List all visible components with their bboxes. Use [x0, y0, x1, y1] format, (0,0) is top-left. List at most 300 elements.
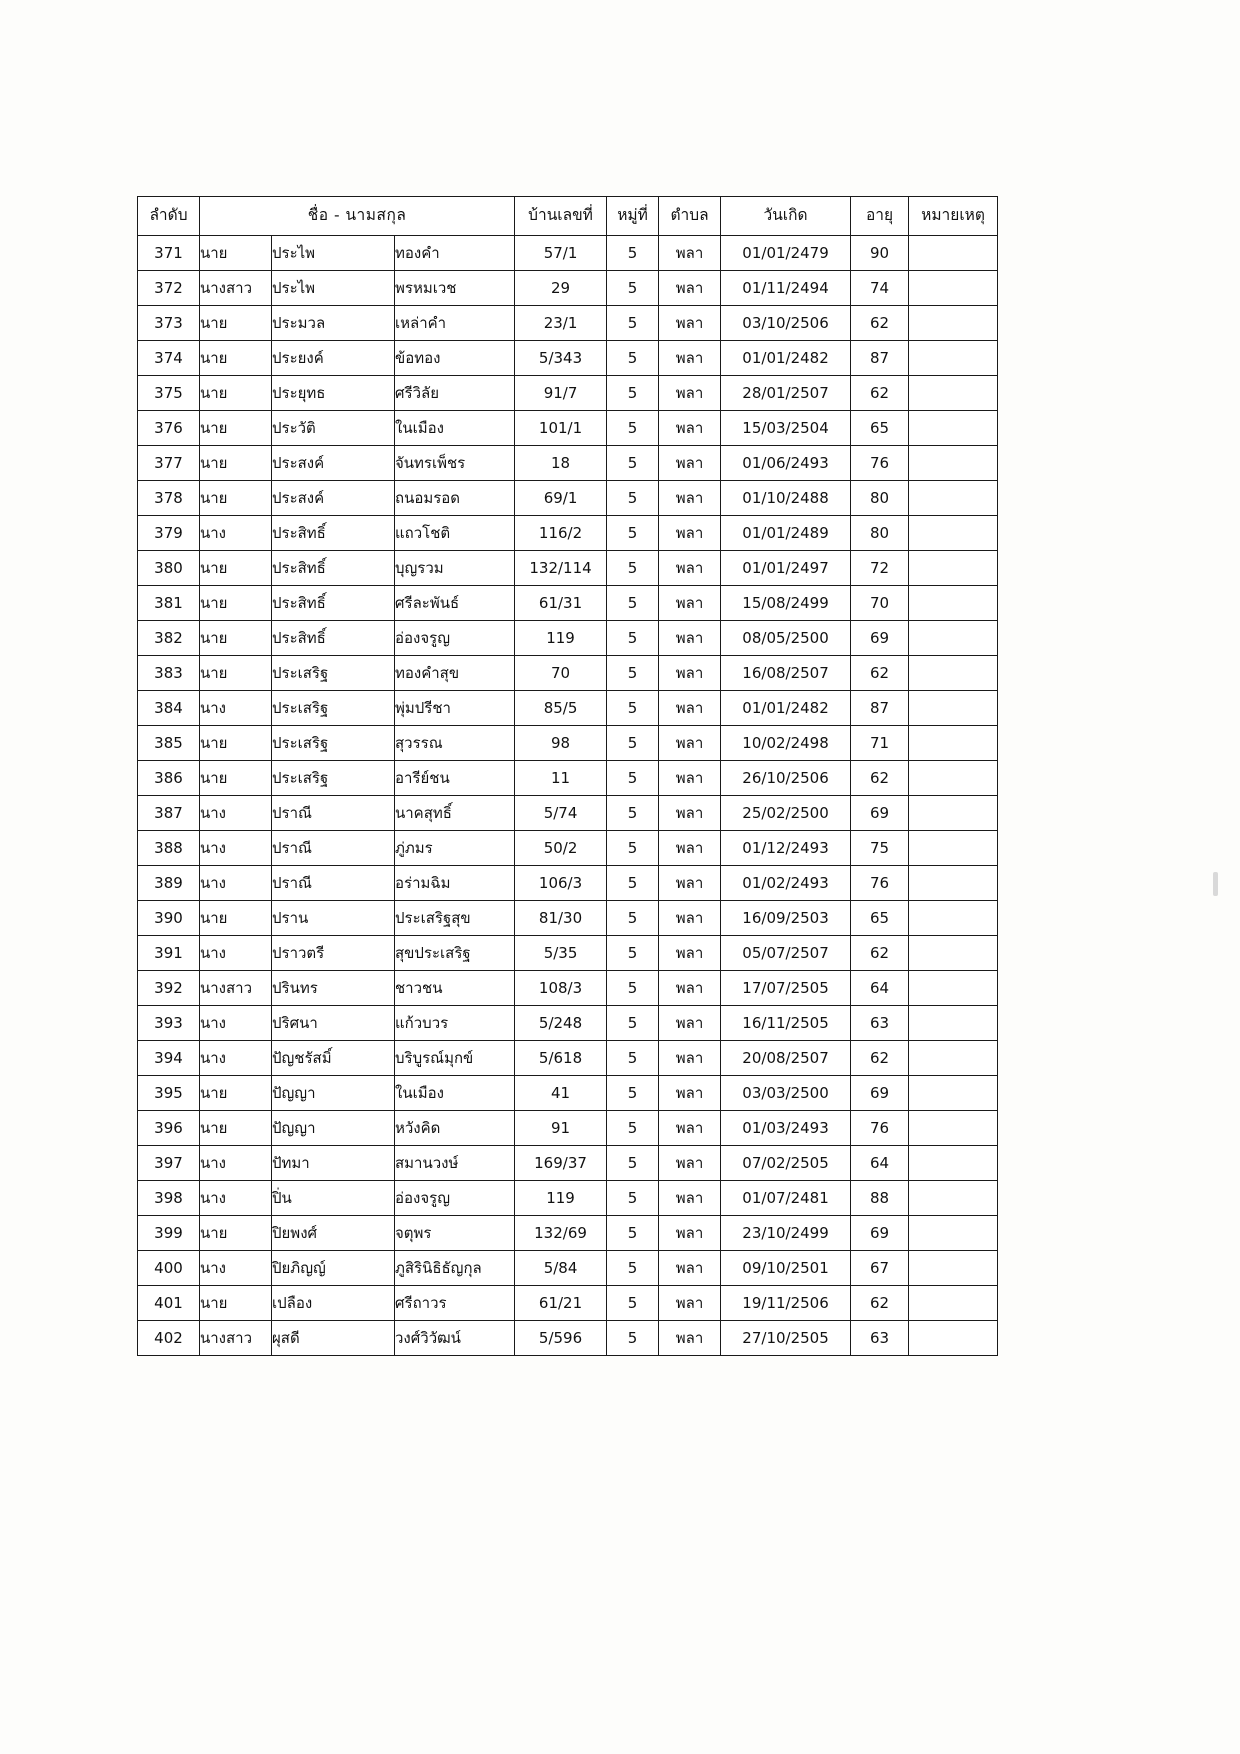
cell-age: 62	[851, 761, 909, 796]
table-row	[138, 691, 998, 726]
cell-tambon: พลา	[659, 376, 721, 411]
cell-house-no: 50/2	[515, 831, 607, 866]
cell-moo: 5	[607, 271, 659, 306]
cell-note	[909, 1251, 998, 1286]
cell-title: นางสาว	[200, 1321, 272, 1356]
cell-tambon: พลา	[659, 1111, 721, 1146]
cell-moo: 5	[607, 481, 659, 516]
cell-moo: 5	[607, 551, 659, 586]
cell-dob: 15/03/2504	[721, 411, 851, 446]
roster-table-container	[137, 196, 997, 1356]
cell-title: นาย	[200, 1286, 272, 1321]
cell-dob: 01/02/2493	[721, 866, 851, 901]
cell-moo: 5	[607, 901, 659, 936]
cell-last-name: วงศ์วิวัฒน์	[395, 1321, 515, 1356]
cell-dob: 16/11/2505	[721, 1006, 851, 1041]
cell-house-no: 101/1	[515, 411, 607, 446]
cell-age: 80	[851, 516, 909, 551]
cell-moo: 5	[607, 1181, 659, 1216]
cell-seq: 382	[138, 621, 200, 656]
cell-dob: 03/10/2506	[721, 306, 851, 341]
table-row	[138, 621, 998, 656]
cell-dob: 09/10/2501	[721, 1251, 851, 1286]
cell-age: 63	[851, 1006, 909, 1041]
cell-seq: 375	[138, 376, 200, 411]
cell-dob: 10/02/2498	[721, 726, 851, 761]
table-row	[138, 446, 998, 481]
cell-age: 62	[851, 936, 909, 971]
cell-last-name: ศรีวิลัย	[395, 376, 515, 411]
cell-tambon: พลา	[659, 481, 721, 516]
cell-moo: 5	[607, 971, 659, 1006]
cell-first-name: ปริศนา	[272, 1006, 395, 1041]
cell-tambon: พลา	[659, 831, 721, 866]
cell-title: นาง	[200, 1041, 272, 1076]
cell-title: นาย	[200, 376, 272, 411]
cell-seq: 374	[138, 341, 200, 376]
cell-dob: 20/08/2507	[721, 1041, 851, 1076]
cell-age: 80	[851, 481, 909, 516]
cell-tambon: พลา	[659, 1251, 721, 1286]
cell-dob: 01/07/2481	[721, 1181, 851, 1216]
cell-note	[909, 376, 998, 411]
cell-first-name: ประยงค์	[272, 341, 395, 376]
cell-seq: 393	[138, 1006, 200, 1041]
cell-dob: 23/10/2499	[721, 1216, 851, 1251]
cell-house-no: 108/3	[515, 971, 607, 1006]
table-row	[138, 1216, 998, 1251]
cell-last-name: สุวรรณ	[395, 726, 515, 761]
cell-tambon: พลา	[659, 1181, 721, 1216]
cell-title: นาย	[200, 411, 272, 446]
cell-last-name: สุขประเสริฐ	[395, 936, 515, 971]
cell-tambon: พลา	[659, 726, 721, 761]
cell-title: นาย	[200, 656, 272, 691]
cell-seq: 373	[138, 306, 200, 341]
cell-age: 76	[851, 1111, 909, 1146]
cell-house-no: 91/7	[515, 376, 607, 411]
cell-tambon: พลา	[659, 691, 721, 726]
cell-seq: 379	[138, 516, 200, 551]
cell-first-name: เปลือง	[272, 1286, 395, 1321]
cell-tambon: พลา	[659, 1041, 721, 1076]
cell-seq: 400	[138, 1251, 200, 1286]
cell-seq: 389	[138, 866, 200, 901]
header-moo: หมู่ที่	[607, 197, 659, 236]
cell-seq: 392	[138, 971, 200, 1006]
cell-title: นาย	[200, 446, 272, 481]
cell-tambon: พลา	[659, 1146, 721, 1181]
cell-tambon: พลา	[659, 901, 721, 936]
cell-age: 88	[851, 1181, 909, 1216]
cell-moo: 5	[607, 236, 659, 271]
cell-house-no: 85/5	[515, 691, 607, 726]
cell-seq: 383	[138, 656, 200, 691]
cell-age: 72	[851, 551, 909, 586]
cell-tambon: พลา	[659, 306, 721, 341]
cell-dob: 01/12/2493	[721, 831, 851, 866]
cell-house-no: 81/30	[515, 901, 607, 936]
cell-seq: 390	[138, 901, 200, 936]
cell-age: 75	[851, 831, 909, 866]
cell-first-name: ปัญญา	[272, 1111, 395, 1146]
cell-last-name: ศรีถาวร	[395, 1286, 515, 1321]
cell-first-name: ประสิทธิ์	[272, 586, 395, 621]
table-row	[138, 901, 998, 936]
table-row	[138, 236, 998, 271]
cell-note	[909, 691, 998, 726]
table-row	[138, 1041, 998, 1076]
cell-first-name: ปัญชรัสมิ์	[272, 1041, 395, 1076]
cell-note	[909, 341, 998, 376]
cell-dob: 05/07/2507	[721, 936, 851, 971]
roster-table	[137, 196, 998, 1356]
cell-moo: 5	[607, 1286, 659, 1321]
cell-tambon: พลา	[659, 866, 721, 901]
cell-house-no: 41	[515, 1076, 607, 1111]
cell-tambon: พลา	[659, 1216, 721, 1251]
cell-moo: 5	[607, 761, 659, 796]
cell-age: 90	[851, 236, 909, 271]
cell-moo: 5	[607, 726, 659, 761]
cell-house-no: 57/1	[515, 236, 607, 271]
cell-age: 69	[851, 796, 909, 831]
cell-seq: 387	[138, 796, 200, 831]
cell-note	[909, 446, 998, 481]
cell-note	[909, 726, 998, 761]
cell-seq: 377	[138, 446, 200, 481]
cell-age: 74	[851, 271, 909, 306]
cell-dob: 27/10/2505	[721, 1321, 851, 1356]
cell-moo: 5	[607, 866, 659, 901]
cell-dob: 25/02/2500	[721, 796, 851, 831]
cell-note	[909, 306, 998, 341]
cell-title: นาง	[200, 1181, 272, 1216]
scan-artifact	[1213, 872, 1218, 896]
table-row	[138, 1006, 998, 1041]
cell-house-no: 5/343	[515, 341, 607, 376]
cell-seq: 398	[138, 1181, 200, 1216]
cell-house-no: 5/248	[515, 1006, 607, 1041]
cell-first-name: ประไพ	[272, 236, 395, 271]
cell-moo: 5	[607, 1216, 659, 1251]
cell-age: 65	[851, 901, 909, 936]
table-row	[138, 726, 998, 761]
table-row	[138, 551, 998, 586]
cell-title: นาย	[200, 551, 272, 586]
cell-last-name: นาคสุทธิ์	[395, 796, 515, 831]
cell-note	[909, 866, 998, 901]
table-row	[138, 376, 998, 411]
cell-tambon: พลา	[659, 1321, 721, 1356]
cell-title: นาย	[200, 621, 272, 656]
header-row	[138, 197, 998, 236]
cell-moo: 5	[607, 341, 659, 376]
table-row	[138, 831, 998, 866]
cell-note	[909, 1216, 998, 1251]
cell-house-no: 5/596	[515, 1321, 607, 1356]
cell-first-name: ประยุทธ	[272, 376, 395, 411]
cell-seq: 402	[138, 1321, 200, 1356]
table-row	[138, 1076, 998, 1111]
cell-house-no: 119	[515, 621, 607, 656]
cell-house-no: 91	[515, 1111, 607, 1146]
cell-house-no: 18	[515, 446, 607, 481]
cell-dob: 19/11/2506	[721, 1286, 851, 1321]
cell-note	[909, 971, 998, 1006]
cell-seq: 376	[138, 411, 200, 446]
cell-age: 71	[851, 726, 909, 761]
cell-title: นาง	[200, 516, 272, 551]
cell-age: 87	[851, 691, 909, 726]
cell-tambon: พลา	[659, 271, 721, 306]
cell-first-name: ผุสดี	[272, 1321, 395, 1356]
cell-moo: 5	[607, 1006, 659, 1041]
cell-dob: 15/08/2499	[721, 586, 851, 621]
cell-first-name: ปราณี	[272, 796, 395, 831]
cell-first-name: ประสิทธิ์	[272, 621, 395, 656]
cell-dob: 08/05/2500	[721, 621, 851, 656]
cell-age: 70	[851, 586, 909, 621]
cell-note	[909, 831, 998, 866]
cell-house-no: 116/2	[515, 516, 607, 551]
cell-house-no: 29	[515, 271, 607, 306]
table-row	[138, 306, 998, 341]
cell-first-name: ประสิทธิ์	[272, 551, 395, 586]
cell-tambon: พลา	[659, 656, 721, 691]
cell-seq: 381	[138, 586, 200, 621]
cell-note	[909, 271, 998, 306]
cell-last-name: อารีย์ชน	[395, 761, 515, 796]
cell-seq: 371	[138, 236, 200, 271]
cell-dob: 01/10/2488	[721, 481, 851, 516]
cell-house-no: 5/74	[515, 796, 607, 831]
cell-last-name: หวังคิด	[395, 1111, 515, 1146]
cell-first-name: ปิ่น	[272, 1181, 395, 1216]
cell-dob: 01/06/2493	[721, 446, 851, 481]
cell-house-no: 5/35	[515, 936, 607, 971]
cell-dob: 01/03/2493	[721, 1111, 851, 1146]
table-row	[138, 1251, 998, 1286]
cell-note	[909, 1181, 998, 1216]
header-note: หมายเหตุ	[909, 197, 998, 236]
cell-house-no: 132/114	[515, 551, 607, 586]
cell-tambon: พลา	[659, 551, 721, 586]
table-row	[138, 341, 998, 376]
table-row	[138, 971, 998, 1006]
cell-note	[909, 586, 998, 621]
cell-tambon: พลา	[659, 586, 721, 621]
cell-note	[909, 236, 998, 271]
cell-age: 63	[851, 1321, 909, 1356]
cell-tambon: พลา	[659, 621, 721, 656]
table-header	[138, 197, 998, 236]
cell-title: นาง	[200, 1251, 272, 1286]
cell-house-no: 70	[515, 656, 607, 691]
header-dob: วันเกิด	[721, 197, 851, 236]
cell-house-no: 106/3	[515, 866, 607, 901]
cell-note	[909, 936, 998, 971]
cell-moo: 5	[607, 411, 659, 446]
cell-first-name: ประมวล	[272, 306, 395, 341]
cell-note	[909, 656, 998, 691]
cell-last-name: แถวโชติ	[395, 516, 515, 551]
cell-last-name: ข้อทอง	[395, 341, 515, 376]
cell-last-name: อร่ามฉิม	[395, 866, 515, 901]
cell-moo: 5	[607, 376, 659, 411]
table-row	[138, 1286, 998, 1321]
cell-age: 65	[851, 411, 909, 446]
cell-note	[909, 411, 998, 446]
table-row	[138, 586, 998, 621]
cell-age: 64	[851, 971, 909, 1006]
cell-tambon: พลา	[659, 516, 721, 551]
cell-note	[909, 1321, 998, 1356]
cell-title: นาง	[200, 1006, 272, 1041]
cell-last-name: อ่องจรูญ	[395, 1181, 515, 1216]
table-body	[138, 236, 998, 1356]
table-row	[138, 1111, 998, 1146]
cell-house-no: 11	[515, 761, 607, 796]
cell-dob: 01/01/2489	[721, 516, 851, 551]
cell-seq: 397	[138, 1146, 200, 1181]
cell-tambon: พลา	[659, 341, 721, 376]
cell-title: นาง	[200, 796, 272, 831]
cell-house-no: 23/1	[515, 306, 607, 341]
cell-tambon: พลา	[659, 761, 721, 796]
cell-last-name: ในเมือง	[395, 411, 515, 446]
cell-age: 69	[851, 1216, 909, 1251]
cell-age: 62	[851, 1041, 909, 1076]
cell-title: นางสาว	[200, 271, 272, 306]
cell-dob: 01/11/2494	[721, 271, 851, 306]
cell-moo: 5	[607, 691, 659, 726]
cell-seq: 396	[138, 1111, 200, 1146]
cell-age: 76	[851, 446, 909, 481]
cell-title: นาง	[200, 831, 272, 866]
cell-note	[909, 1286, 998, 1321]
cell-house-no: 98	[515, 726, 607, 761]
cell-first-name: ปัทมา	[272, 1146, 395, 1181]
cell-tambon: พลา	[659, 971, 721, 1006]
cell-last-name: ชาวชน	[395, 971, 515, 1006]
cell-title: นาย	[200, 761, 272, 796]
cell-last-name: พรหมเวช	[395, 271, 515, 306]
cell-first-name: ประสิทธิ์	[272, 516, 395, 551]
cell-first-name: ปิยพงศ์	[272, 1216, 395, 1251]
cell-note	[909, 1111, 998, 1146]
cell-dob: 01/01/2479	[721, 236, 851, 271]
cell-first-name: ปรินทร	[272, 971, 395, 1006]
cell-age: 69	[851, 621, 909, 656]
cell-title: นาย	[200, 901, 272, 936]
header-tambon: ตำบล	[659, 197, 721, 236]
cell-title: นาง	[200, 936, 272, 971]
cell-note	[909, 621, 998, 656]
cell-moo: 5	[607, 1146, 659, 1181]
cell-seq: 401	[138, 1286, 200, 1321]
cell-house-no: 61/21	[515, 1286, 607, 1321]
cell-dob: 26/10/2506	[721, 761, 851, 796]
cell-house-no: 169/37	[515, 1146, 607, 1181]
cell-last-name: ทองคำ	[395, 236, 515, 271]
cell-note	[909, 1006, 998, 1041]
cell-dob: 07/02/2505	[721, 1146, 851, 1181]
cell-last-name: แก้วบวร	[395, 1006, 515, 1041]
cell-seq: 378	[138, 481, 200, 516]
cell-last-name: สมานวงษ์	[395, 1146, 515, 1181]
cell-dob: 17/07/2505	[721, 971, 851, 1006]
cell-seq: 388	[138, 831, 200, 866]
cell-first-name: ประเสริฐ	[272, 656, 395, 691]
cell-title: นาย	[200, 481, 272, 516]
header-house-no: บ้านเลขที่	[515, 197, 607, 236]
cell-last-name: บริบูรณ์มุกข์	[395, 1041, 515, 1076]
cell-age: 62	[851, 306, 909, 341]
cell-last-name: พุ่มปรีชา	[395, 691, 515, 726]
cell-note	[909, 901, 998, 936]
cell-dob: 01/01/2482	[721, 341, 851, 376]
cell-title: นาย	[200, 586, 272, 621]
cell-moo: 5	[607, 1251, 659, 1286]
cell-dob: 01/01/2482	[721, 691, 851, 726]
table-row	[138, 481, 998, 516]
cell-title: นาย	[200, 1111, 272, 1146]
cell-last-name: ภูสิรินิธิธัญกุล	[395, 1251, 515, 1286]
table-row	[138, 411, 998, 446]
table-row	[138, 656, 998, 691]
cell-age: 76	[851, 866, 909, 901]
cell-title: นาง	[200, 691, 272, 726]
cell-tambon: พลา	[659, 936, 721, 971]
cell-note	[909, 796, 998, 831]
cell-moo: 5	[607, 1076, 659, 1111]
cell-first-name: ประเสริฐ	[272, 761, 395, 796]
cell-note	[909, 761, 998, 796]
header-name: ชื่อ - นามสกุล	[200, 197, 515, 236]
cell-first-name: ปราณี	[272, 866, 395, 901]
cell-first-name: ประไพ	[272, 271, 395, 306]
cell-age: 62	[851, 656, 909, 691]
cell-moo: 5	[607, 1041, 659, 1076]
cell-last-name: อ่องจรูญ	[395, 621, 515, 656]
cell-tambon: พลา	[659, 446, 721, 481]
cell-last-name: ทองคำสุข	[395, 656, 515, 691]
cell-seq: 386	[138, 761, 200, 796]
cell-note	[909, 1076, 998, 1111]
cell-title: นาย	[200, 1216, 272, 1251]
cell-tambon: พลา	[659, 1076, 721, 1111]
cell-first-name: ประสงค์	[272, 481, 395, 516]
cell-first-name: ปราวตรี	[272, 936, 395, 971]
cell-age: 87	[851, 341, 909, 376]
header-age: อายุ	[851, 197, 909, 236]
cell-moo: 5	[607, 446, 659, 481]
cell-dob: 03/03/2500	[721, 1076, 851, 1111]
cell-house-no: 5/84	[515, 1251, 607, 1286]
table-row	[138, 1146, 998, 1181]
cell-dob: 16/08/2507	[721, 656, 851, 691]
cell-note	[909, 1146, 998, 1181]
cell-moo: 5	[607, 1111, 659, 1146]
cell-seq: 391	[138, 936, 200, 971]
cell-title: นางสาว	[200, 971, 272, 1006]
cell-moo: 5	[607, 656, 659, 691]
table-row	[138, 1321, 998, 1356]
cell-title: นาย	[200, 236, 272, 271]
cell-moo: 5	[607, 586, 659, 621]
cell-note	[909, 481, 998, 516]
